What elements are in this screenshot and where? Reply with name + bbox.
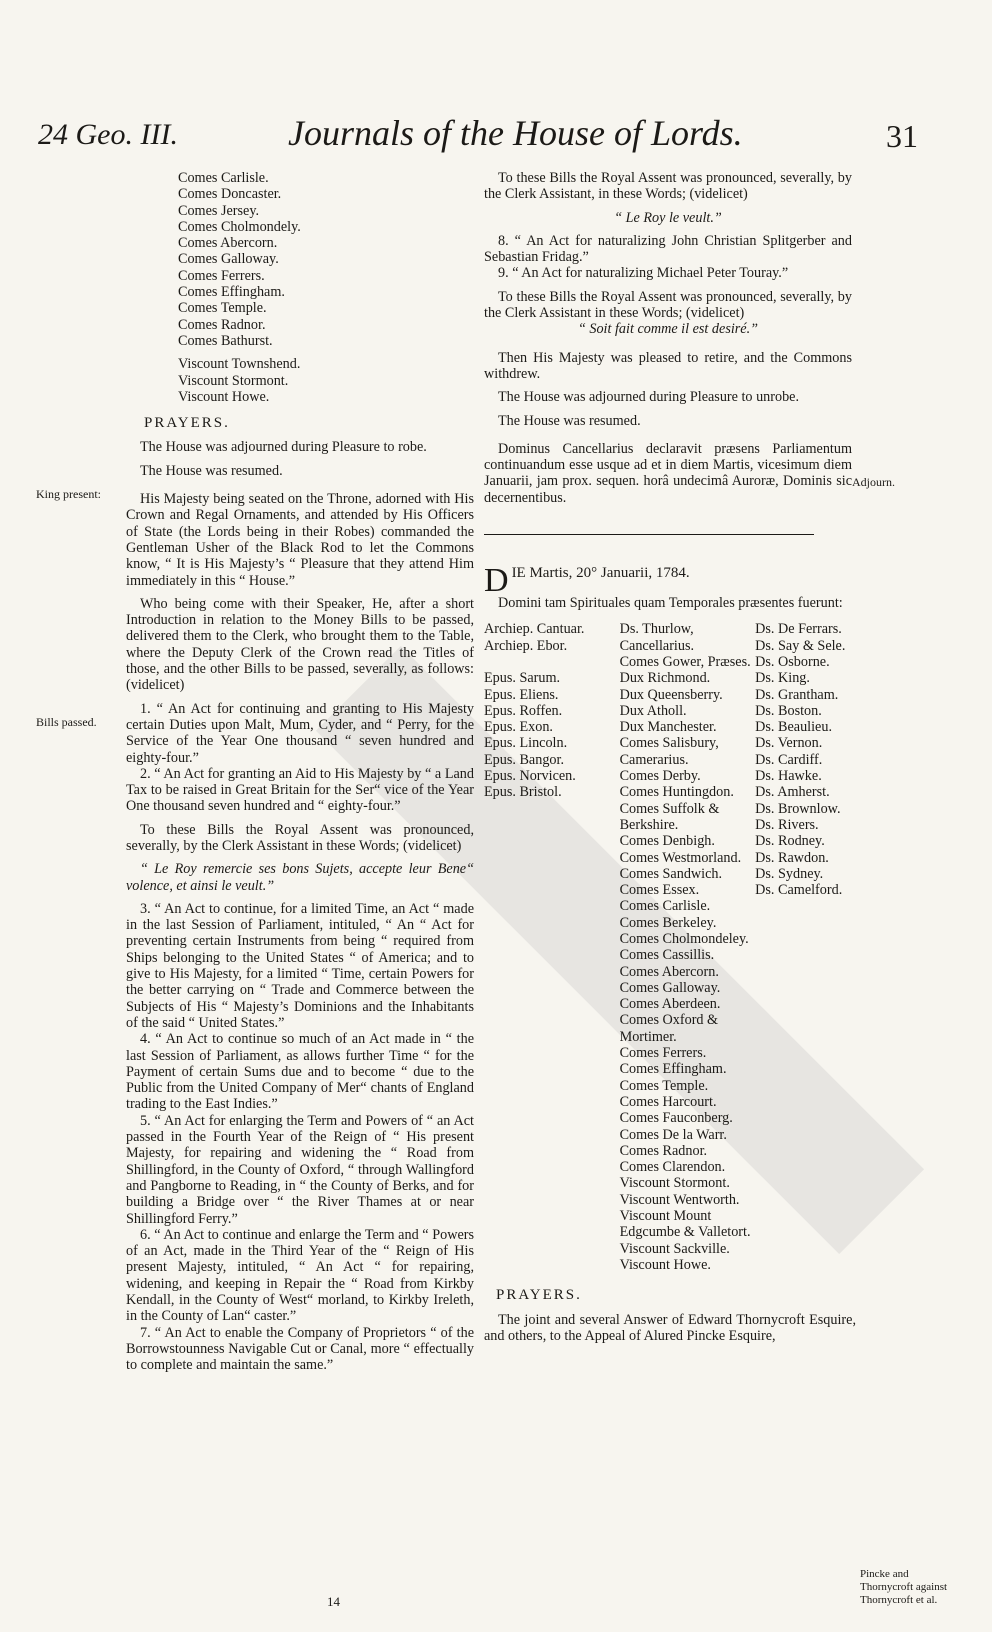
viscount-entry: Viscount Howe. — [178, 388, 270, 405]
king-present-paragraph: His Majesty being seated on the Throne, adorned with His Crown and Regal Ornaments, and attended by His Officers of State (the Lords being in their Robes) commanded the Gentleman Usher of the Black Rod to let the Commons know, “ It is His Majesty’s “ Pleasure that they attend Him immediately in this “ House.” — [126, 491, 474, 589]
baron-entry: Ds. De Ferrars. — [755, 621, 842, 638]
prayers-heading: PRAYERS. — [144, 415, 230, 432]
lords-list-continued — [126, 170, 474, 349]
bishop-entry: Epus. Eliens. — [484, 686, 559, 703]
left-column — [126, 170, 474, 1373]
date-heading-text: IE Martis, 20° Januarii, 1784. — [511, 565, 690, 582]
margin-pincke: Pincke and Thornycroft against Thornycroft et al. — [860, 1568, 948, 1606]
bishop-entry: Epus. Roffen. — [484, 702, 563, 719]
peer-entry: Viscount Sackville. — [619, 1240, 730, 1257]
page-header — [38, 112, 918, 164]
retire-line: Then His Majesty was pleased to retire, and the Commons withdrew. — [484, 349, 852, 382]
bishop-entry: Archiep. Ebor. — [484, 637, 568, 654]
lord-entry: Comes Radnor. — [178, 316, 266, 333]
domini-line: Domini tam Spirituales quam Temporales præsentes fuerunt: — [498, 595, 843, 612]
peer-entry: Comes Huntingdon. — [619, 784, 734, 801]
peer-entry: Viscount Wentworth. — [619, 1191, 740, 1208]
right-column — [484, 170, 856, 1344]
peer-entry: Comes Suffolk & Berkshire. — [619, 800, 720, 833]
peer-entry: Comes Fauconberg. — [619, 1110, 733, 1127]
bill-3: 3. “ An Act to continue, for a limited Time, an Act “ made in the last Session of Parliament, intituled, “ An “ Act for preventing certain Instruments from being “ required from Ships belonging to the United States “ of America; and to give to His Majesty, for a limited “ Time, certain Powers for the better carrying on “ Trade and Commerce between the Subjects of His “ Majesty’s Dominions and the Inhabitants of the said “ United States.” — [126, 900, 474, 1031]
peer-entry: Comes Temple. — [619, 1077, 709, 1094]
bill-7: 7. “ An Act to enable the Company of Proprietors “ of the Borrowstounness Navigable Cut or Canal, more “ effectually to complete and maintain the same.” — [126, 1324, 474, 1374]
peer-entry: Comes Galloway. — [619, 979, 721, 996]
baron-entry: Ds. Osborne. — [755, 653, 830, 670]
lord-entry: Comes Bathurst. — [178, 332, 273, 349]
date-heading — [484, 562, 852, 600]
royal-assent-1: To these Bills the Royal Assent was pronounced, severally, by the Clerk Assistant in these Words; (videlicet) — [126, 821, 474, 854]
peer-entry: Comes Effingham. — [619, 1061, 727, 1078]
margin-adjourn: Adjourn. — [852, 475, 895, 489]
lord-entry: Comes Temple. — [178, 300, 267, 317]
bill-4: 4. “ An Act to continue so much of an Act made in “ the last Session of Parliament, as allows further Time “ for the Payment of certain Sums due and to become “ due to the Public from the United Company of Mer“ chants of England trading to the East Indies.” — [126, 1031, 474, 1113]
baron-entry: Ds. Rivers. — [755, 816, 819, 833]
baron-entry: Ds. Say & Sele. — [755, 637, 846, 654]
lord-entry: Comes Galloway. — [178, 251, 279, 268]
bishop-entry: Epus. Bangor. — [484, 751, 564, 768]
peer-entry: Dux Manchester. — [619, 719, 717, 736]
bishop-entry: Epus. Sarum. — [484, 670, 561, 687]
lord-entry: Comes Carlisle. — [178, 170, 269, 186]
peer-entry: Comes Aberdeen. — [619, 996, 721, 1013]
viscount-entry: Viscount Stormont. — [178, 372, 289, 389]
baron-entry: Ds. Brownlow. — [755, 800, 841, 817]
royal-assent-3: To these Bills the Royal Assent was pronounced, severally, by the Clerk Assistant in these Words; (videlicet) — [484, 288, 852, 322]
baron-entry: Ds. Cardiff. — [755, 751, 823, 768]
attendance-list-peers — [620, 621, 756, 1273]
peer-entry: Comes Westmorland. — [619, 849, 742, 866]
peer-entry: Viscount Mount Edgcumbe & Valletort. — [619, 1208, 751, 1241]
viscount-entry: Viscount Townshend. — [178, 356, 301, 373]
bishop-entry — [484, 654, 620, 670]
peer-entry: Comes De la Warr. — [619, 1126, 727, 1143]
attendance-list-bishops — [484, 621, 620, 1273]
bishop-entry: Epus. Norvicen. — [484, 768, 576, 785]
baron-entry: Ds. Rodney. — [755, 833, 825, 850]
bishop-entry: Epus. Bristol. — [484, 784, 562, 801]
resumed-line: The House was resumed. — [140, 462, 283, 479]
baron-entry: Ds. Rawdon. — [755, 849, 829, 866]
attendance-list-barons — [755, 621, 852, 1273]
peer-entry: Comes Berkeley. — [619, 914, 717, 931]
baron-entry: Ds. King. — [755, 670, 810, 687]
bishop-entry: Archiep. Cantuar. — [484, 621, 585, 638]
assent-formula-1: “ Le Roy remercie ses bons Sujets, accepte leur Bene“ volence, et ainsi le veult.” — [126, 861, 474, 894]
peer-entry: Comes Salisbury, Camerarius. — [619, 735, 719, 768]
lord-entry: Comes Cholmondely. — [178, 218, 301, 235]
bill-2: 2. “ An Act for granting an Aid to His Majesty by “ a Land Tax to be raised in Great Britain for the Ser“ vice of the Year One thousand seven hundred and “ eighty-four.” — [126, 765, 474, 815]
header-page-number: 31 — [886, 118, 918, 154]
peer-entry: Comes Ferrers. — [619, 1045, 707, 1062]
answer-paragraph: The joint and several Answer of Edward Thornycroft Esquire, and others, to the Appeal of Alured Pincke Esquire, — [484, 1311, 856, 1344]
viscounts-list — [126, 356, 474, 405]
royal-assent-2: To these Bills the Royal Assent was pronounced, severally, by the Clerk Assistant, in these Words; (videlicet) — [484, 170, 852, 203]
adjournment-paragraph: Dominus Cancellarius declaravit præsens Parliamentum continuandum esse usque ad et in diem Martis, vicesimum diem Januarii, jam prox. sequen. horâ undecimâ Auroræ, Dominis sic decernentibus. — [484, 440, 852, 506]
peer-entry: Comes Sandwich. — [619, 865, 723, 882]
bill-9: 9. “ An Act for naturalizing Michael Peter Touray.” — [498, 265, 789, 282]
baron-entry: Ds. Sydney. — [755, 865, 824, 882]
baron-entry: Ds. Beaulieu. — [755, 719, 832, 736]
margin-king-present: King present: — [36, 487, 101, 501]
assent-formula-3: “ Soit fait comme il est desiré.” — [577, 321, 759, 338]
lord-entry: Comes Jersey. — [178, 202, 260, 219]
baron-entry: Ds. Grantham. — [755, 686, 839, 703]
margin-bills-passed: Bills passed. — [36, 715, 97, 729]
baron-entry: Ds. Boston. — [755, 702, 822, 719]
baron-entry: Ds. Vernon. — [755, 735, 823, 752]
peer-entry: Comes Carlisle. — [619, 898, 711, 915]
peer-entry: Comes Clarendon. — [619, 1159, 726, 1176]
header-title: Journals of the House of Lords. — [288, 113, 743, 153]
lord-entry: Comes Effingham. — [178, 284, 285, 301]
lord-entry: Comes Doncaster. — [178, 186, 282, 203]
header-regnal-year: 24 Geo. III. — [38, 118, 178, 151]
peer-entry: Dux Queensberry. — [619, 686, 723, 703]
attendance-lists — [484, 621, 852, 1273]
peer-entry: Comes Gower, Præses. — [619, 653, 751, 670]
bishop-entry: Epus. Lincoln. — [484, 735, 568, 752]
baron-entry: Ds. Amherst. — [755, 784, 830, 801]
peer-entry: Comes Essex. — [619, 882, 700, 899]
bill-6: 6. “ An Act to continue and enlarge the Term and “ Powers of an Act, made in the Third Year of the “ Reign of His present Majesty, intituled, “ An Act “ for repairing, widening, and keeping in Repair the “ Road from Kirkby Kendall, in the County of West“ morland, to Kirkby Ireleth, in the County of Lan“ caster.” — [126, 1226, 474, 1325]
peer-entry: Ds. Thurlow, Cancellarius. — [619, 621, 695, 654]
peer-entry: Comes Derby. — [619, 768, 701, 785]
peer-entry: Comes Abercorn. — [619, 963, 719, 980]
peer-entry: Comes Cholmondeley. — [619, 930, 749, 947]
bill-1: 1. “ An Act for continuing and granting to His Majesty certain Duties upon Malt, Mum, Cyder, and “ Perry, for the Service of the Year One thousand “ seven hundred and eighty-four.” — [126, 700, 474, 766]
peer-entry: Viscount Stormont. — [619, 1175, 730, 1192]
bishop-entry: Epus. Exon. — [484, 719, 553, 736]
peer-entry: Comes Cassillis. — [619, 947, 715, 964]
unrobe-line: The House was adjourned during Pleasure to unrobe. — [498, 389, 800, 406]
peer-entry: Comes Radnor. — [619, 1142, 708, 1159]
peer-entry: Viscount Howe. — [619, 1256, 711, 1273]
robe-line: The House was adjourned during Pleasure to robe. — [140, 439, 427, 456]
prayers-heading-2: PRAYERS. — [496, 1287, 582, 1304]
baron-entry: Ds. Hawke. — [755, 768, 822, 785]
assent-formula-2: “ Le Roy le veult.” — [614, 209, 722, 226]
lord-entry: Comes Ferrers. — [178, 267, 265, 284]
lord-entry: Comes Abercorn. — [178, 235, 278, 252]
peer-entry: Comes Oxford & Mortimer. — [619, 1012, 719, 1045]
peer-entry: Comes Denbigh. — [619, 833, 715, 850]
section-rule — [484, 534, 814, 535]
baron-entry: Ds. Camelford. — [755, 882, 843, 899]
drop-cap: D — [484, 562, 509, 600]
signature-mark: 14 — [327, 1594, 340, 1609]
speaker-paragraph: Who being come with their Speaker, He, after a short Introduction in relation to the Money Bills to be passed, delivered them to the Clerk, who brought them to the Table, where the Deputy Clerk of the Crown read the Titles of those, and the other Bills to be passed, severally, as follows: (videlicet) — [126, 595, 474, 694]
peer-entry: Dux Richmond. — [619, 670, 711, 687]
peer-entry: Dux Atholl. — [619, 702, 687, 719]
bill-8: 8. “ An Act for naturalizing John Christian Splitgerber and Sebastian Fridag.” — [484, 232, 852, 266]
bill-5: 5. “ An Act for enlarging the Term and Powers of “ an Act passed in the Fourth Year of the Reign of “ His present Majesty, for repairing and widening the “ Road from Shillingford, in the County of Oxford, “ through Wallingford and Pangborne to Reading, in “ the County of Berks, and for building a Bridge over “ the River Thames at or near Shillingford Ferry.” — [126, 1112, 474, 1227]
peer-entry: Comes Harcourt. — [619, 1093, 717, 1110]
resumed-line-2: The House was resumed. — [498, 412, 641, 429]
